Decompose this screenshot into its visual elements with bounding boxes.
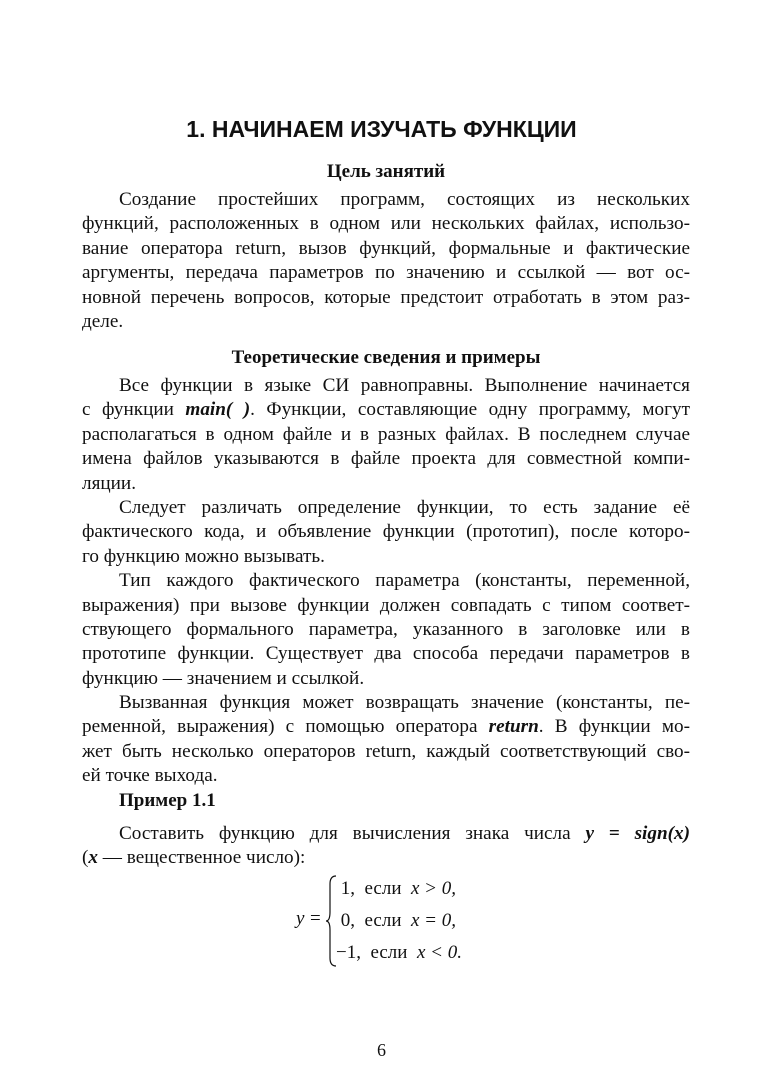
text-run: Составить функцию для вычисления знака числа — [119, 823, 586, 844]
text-run: ствующего формального параметра, указанного в заголовке или в — [82, 618, 690, 640]
paragraph-line — [82, 618, 690, 642]
text-run: . В функции мо- — [538, 716, 690, 738]
text-run: жет быть несколько операторов return, каждый соответствующий сво- — [82, 740, 690, 762]
case-cond: x > 0, — [411, 878, 457, 899]
chapter-title: 1. НАЧИНАЕМ ИЗУЧАТЬ ФУНКЦИИ — [186, 116, 577, 142]
paragraph-line — [82, 715, 690, 739]
paragraph-line — [82, 520, 690, 544]
formula-equals: = — [310, 908, 321, 929]
paragraph-line: аргументы, передача параметров по значению и ссылкой — вот ос- — [82, 262, 690, 284]
paragraph-line — [82, 472, 690, 496]
paragraph-line — [82, 642, 690, 666]
text-run: располагаться в одном файле и в разных файлах. В последнем случае — [82, 423, 690, 445]
paragraph-line: Создание простейших программ, состоящих из нескольких — [119, 189, 690, 210]
case-word: если — [370, 942, 408, 963]
case-value: −1, — [336, 942, 361, 963]
page-number: 6 — [377, 1040, 386, 1060]
paragraph-line — [82, 594, 690, 618]
paragraph-line — [82, 447, 690, 471]
paragraph-line — [82, 691, 690, 715]
formula-case — [336, 878, 456, 900]
text-run: Все функции в языке СИ равноправны. Выполнение начинается — [119, 375, 690, 396]
text-run: прототипе функции. Существует два способа передачи параметров в — [82, 643, 690, 665]
paragraph-line — [82, 496, 690, 520]
text-run: ( — [82, 847, 89, 869]
text-run: имена файлов указываются в файле проекта для совместной компи- — [82, 448, 690, 470]
text-run: фактического кода, и объявление функции (прототип), после которо- — [82, 521, 690, 543]
case-value: 1, — [336, 878, 355, 899]
text-run: ременной, выражения) с помощью оператора — [82, 716, 489, 738]
goal-paragraph — [82, 188, 690, 334]
goal-heading: Цель занятий — [326, 161, 446, 182]
text-run: с функции — [82, 399, 186, 421]
formula-case — [336, 910, 456, 932]
emphasized-text: x — [88, 847, 98, 869]
paragraph-line — [82, 545, 690, 569]
paragraph-line — [82, 740, 690, 764]
emphasized-text: y = sign(x) — [585, 823, 691, 844]
text-run: функцию — значением и ссылкой. — [82, 667, 365, 689]
paragraph-line: функций, расположенных в одном или нескольких файлах, использо- — [82, 213, 690, 235]
case-cond: x = 0, — [411, 910, 457, 931]
text-run: выражения) при вызове функции должен совпадать с типом соответ- — [82, 594, 690, 616]
paragraph-line — [82, 569, 690, 593]
text-run: Вызванная функция может возвращать значение (константы, пе- — [119, 692, 690, 714]
theory-section — [82, 374, 690, 789]
example-heading: Пример 1.1 — [119, 790, 216, 811]
emphasized-text: main( ) — [185, 399, 251, 421]
text-run: Следует различать определение функции, то есть задание её — [119, 496, 690, 518]
text-run: . Функции, составляющие одну программу, могут — [250, 399, 690, 421]
paragraph-line — [82, 846, 690, 870]
paragraph-line — [82, 667, 690, 691]
formula-case — [336, 942, 462, 964]
text-run: — вещественное число): — [97, 847, 306, 869]
text-run: ляции. — [82, 472, 137, 494]
case-value: 0, — [336, 910, 355, 931]
case-cond: x < 0. — [416, 942, 462, 963]
case-word: если — [364, 878, 402, 899]
case-word: если — [364, 910, 402, 931]
text-run: го функцию можно вызывать. — [82, 545, 325, 567]
paragraph-line: вание оператора return, вызов функций, формальные и фактические — [82, 237, 690, 259]
formula-lhs: y — [296, 908, 305, 929]
paragraph-line — [82, 822, 690, 846]
paragraph-line — [82, 423, 690, 447]
paragraph-line: новной перечень вопросов, которые предстоит отработать в этом раз- — [82, 286, 690, 308]
theory-heading: Теоретические сведения и примеры — [231, 347, 541, 368]
sign-formula — [296, 874, 496, 968]
example-paragraph — [82, 822, 690, 871]
text-run: Тип каждого фактического параметра (константы, переменной, — [119, 570, 690, 592]
paragraph-line — [82, 398, 690, 422]
paragraph-line — [82, 374, 690, 398]
emphasized-text: return — [488, 716, 539, 738]
paragraph-line: деле. — [82, 310, 124, 332]
paragraph-line — [82, 764, 690, 788]
text-run: ей точке выхода. — [82, 765, 218, 787]
